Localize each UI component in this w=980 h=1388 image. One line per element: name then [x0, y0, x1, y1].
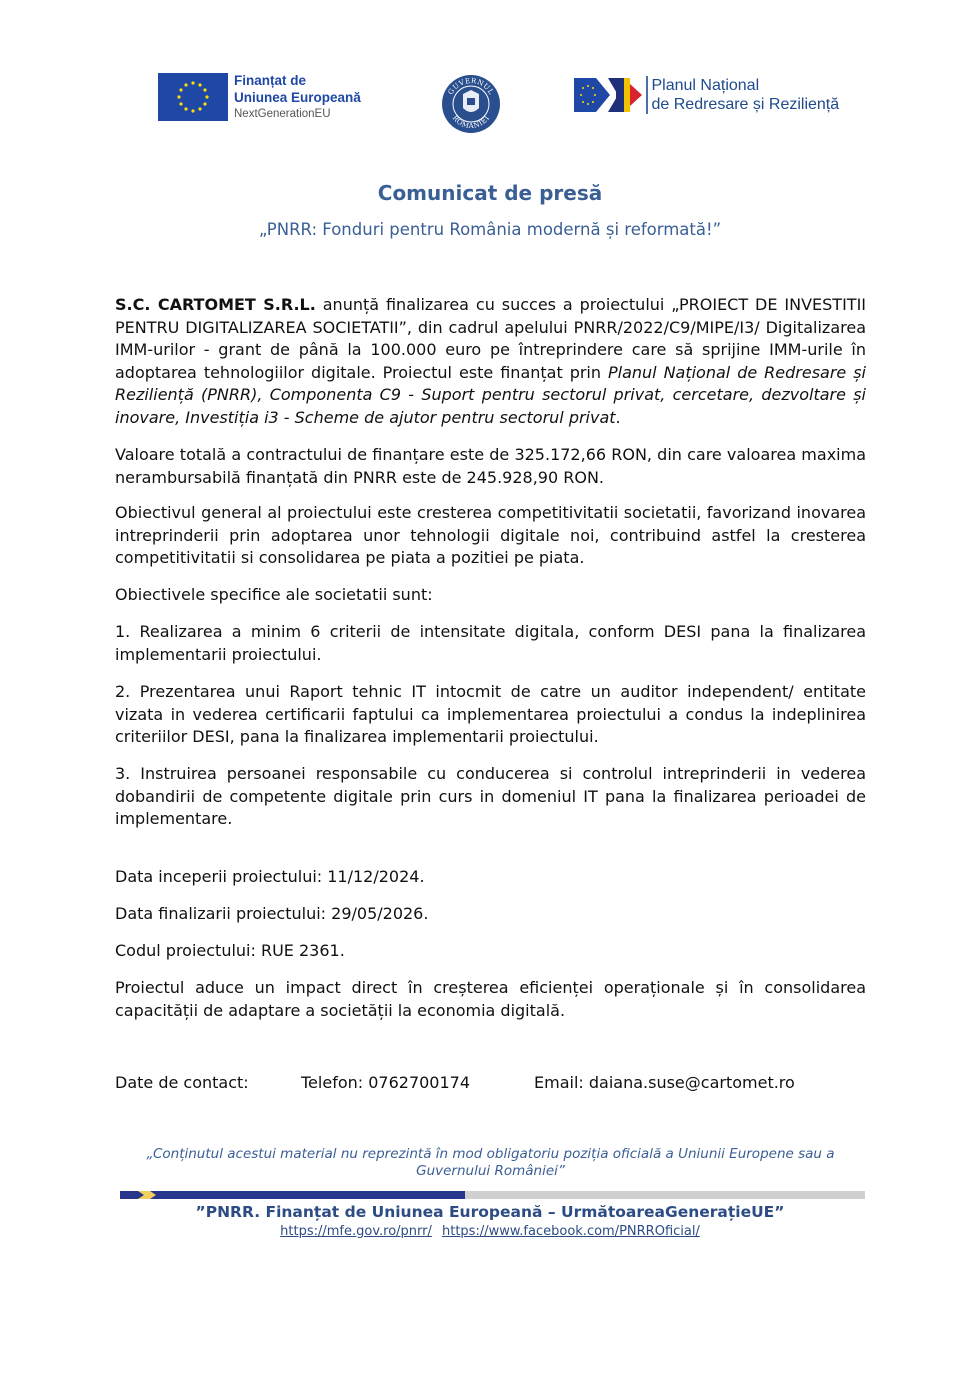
objective-item [115, 763, 866, 831]
impact-text: Proiectul aduce un impact direct în creșterea eficienței operaționale și în consolidarea capacității de adaptare a societății la economia digitală. [115, 978, 866, 1020]
pnrr-logo-line1: Planul Național [651, 77, 760, 94]
page-title: Comunicat de presă [377, 181, 603, 205]
general-objective-paragraph [115, 502, 866, 570]
objective-item [115, 621, 866, 666]
start-date-text: Data inceperii proiectului: 11/12/2024. [115, 867, 425, 886]
intro-text: anunță finalizarea cu succes a proiectului „PROIECT DE INVESTITII PENTRU DIGITALIZAREA SOCIETATII”, din cadrul apelului PNRR/2022/C9/MIPE/I3/ Digitalizarea IMM-urilor - grant de până la 100.000 euro pe întreprindere care să sprijine IMM-urile în adoptarea tehnologiilor digitale. Proiectul este finanțat prin [115, 295, 867, 382]
pnrr-arrows-icon [574, 76, 642, 114]
pnrr-divider [646, 76, 648, 114]
budget-paragraph [115, 444, 866, 489]
footer-slogan: ”PNRR. Finanțat de Uniunea Europeană – UrmătoareaGenerațieUE” [195, 1203, 785, 1221]
contact-email: Email: daiana.suse@cartomet.ro [534, 1073, 795, 1092]
contact-phone: Telefon: 0762700174 [301, 1073, 471, 1092]
end-date [115, 903, 866, 926]
eu-funding-logo [158, 72, 361, 122]
objective-1: 1. Realizarea a minim 6 criterii de intensitate digitala, conform DESI pana la finalizarea implementarii proiectului. [115, 622, 866, 664]
page-subtitle: „PNRR: Fonduri pentru România modernă și reformată!” [258, 220, 722, 239]
eu-logo-line1: Finanțat de [234, 73, 307, 88]
pnrr-logo-line2: de Redresare și Reziliență [651, 96, 840, 113]
project-code-text: Codul proiectului: RUE 2361. [115, 941, 345, 960]
intro-italic-text: Planul Național de Redresare și Reziliență (PNRR), Componenta C9 - Suport pentru sectorul privat, cercetare, dezvoltare și inovare, Investiția i3 - Scheme de ajutor pentru sectorul privat [115, 362, 867, 427]
link-mfe-pnrr[interactable]: https://mfe.gov.ro/pnrr/ [280, 1224, 432, 1239]
objectives-heading [115, 584, 866, 607]
eu-logo-line2: Uniunea Europeană [234, 90, 361, 105]
eu-logo-line3: NextGenerationEU [234, 108, 331, 120]
footer-bar [120, 1190, 865, 1200]
end-date-text: Data finalizarii proiectului: 29/05/2026. [115, 904, 429, 923]
romanian-government-seal-icon [441, 74, 501, 134]
intro-paragraph [115, 294, 866, 430]
start-date [115, 866, 866, 889]
svg-text:GUVERNUL: GUVERNUL [446, 76, 496, 97]
contact-label: Date de contact: [115, 1073, 249, 1092]
svg-text:ROMÂNIEI: ROMÂNIEI [450, 114, 492, 131]
general-objective-text: Obiectivul general al proiectului este cresterea competitivitatii societatii, favorizand inovarea intreprinderii prin adoptarea unor tehnologii digitale noi, contribuind astfel la cresterea competitivitatii si consolidarea pe piata a pozitiei pe piata. [115, 503, 866, 568]
eu-flag-icon [158, 73, 228, 121]
logo-header [0, 66, 980, 136]
objective-item [115, 681, 866, 749]
objective-2: 2. Prezentarea unui Raport tehnic IT intocmit de catre un auditor independent/ entitate vizata in vederea certificarii faptului ca implementarea proiectului a condus la indeplinirea criteriilor DESI, pana la finalizarea implementarii proiectului. [115, 682, 866, 747]
footer-links [0, 1224, 980, 1239]
impact-paragraph [115, 977, 866, 1022]
intro-end: . [615, 407, 621, 427]
company-name: S.C. CARTOMET S.R.L. [115, 295, 316, 314]
disclaimer: „Conținutul acestui material nu reprezintă în mod obligatoriu poziția oficială a Uniunii Europene sau a Guvernului României” [146, 1146, 835, 1179]
link-facebook-pnrr[interactable]: https://www.facebook.com/PNRROficial/ [442, 1224, 700, 1239]
objectives-heading-text: Obiectivele specifice ale societatii sunt: [115, 585, 433, 604]
objective-3: 3. Instruirea persoanei responsabile cu conducerea si controlul intreprinderii in vederea dobandirii de competente digitale prin curs in domeniul IT pana la finalizarea perioadei de implementare. [115, 764, 866, 829]
pnrr-logo [574, 76, 839, 114]
project-code [115, 940, 866, 963]
budget-text: Valoare totală a contractului de finanțare este de 325.172,66 RON, din care valoarea maxima nerambursabilă finanțată din PNRR este de 245.928,90 RON. [115, 445, 866, 487]
